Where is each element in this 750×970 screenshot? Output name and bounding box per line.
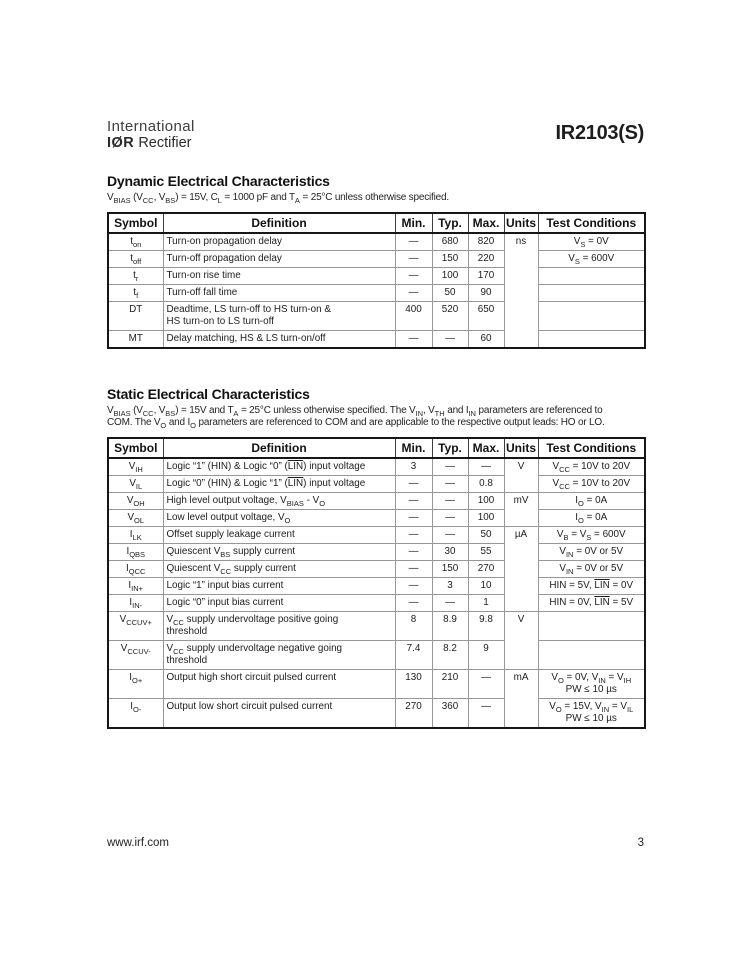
units-cell: V bbox=[504, 611, 538, 669]
min-cell: — bbox=[395, 560, 432, 577]
max-cell: — bbox=[468, 669, 504, 698]
test-conditions-cell: $I_O = 0A$ bbox=[538, 492, 645, 509]
min-cell: 270 bbox=[395, 698, 432, 728]
definition-cell: Delay matching, HS & LS turn-on/off bbox=[163, 330, 395, 348]
table-row bbox=[108, 669, 645, 698]
table-row bbox=[108, 698, 645, 728]
table-row bbox=[108, 267, 645, 284]
table-row bbox=[108, 475, 645, 492]
max-cell: 9.8 bbox=[468, 611, 504, 640]
column-header-units: Units bbox=[504, 438, 538, 458]
min-cell: — bbox=[395, 543, 432, 560]
dynamic-characteristics-table bbox=[107, 212, 646, 349]
definition-cell: Turn-on rise time bbox=[163, 267, 395, 284]
column-header-max: Max. bbox=[468, 213, 504, 233]
dynamic-section-title: Dynamic Electrical Characteristics bbox=[107, 173, 330, 189]
column-header-test-conditions: Test Conditions bbox=[538, 438, 645, 458]
min-cell: 8 bbox=[395, 611, 432, 640]
definition-cell: Logic “0” (HIN) & Logic “1” $(\overline{LIN})$ input voltage bbox=[163, 475, 395, 492]
column-header-test-conditions: Test Conditions bbox=[538, 213, 645, 233]
max-cell: 170 bbox=[468, 267, 504, 284]
symbol-cell: $V_{OL}$ bbox=[108, 509, 163, 526]
test-conditions-cell: $V_{CC} = 10V$ to 20V bbox=[538, 458, 645, 476]
definition-cell: Turn-on propagation delay bbox=[163, 233, 395, 251]
definition-cell: Output low short circuit pulsed current bbox=[163, 698, 395, 728]
definition-cell: Logic “1” input bias current bbox=[163, 577, 395, 594]
max-cell: 270 bbox=[468, 560, 504, 577]
symbol-cell: DT bbox=[108, 301, 163, 330]
dynamic-conditions-note: $V_{BIAS}$ ($V_{CC}$, $V_{BS}) = 15V$, $C_L = 1000$ pF and $T_A = 25^\circ C$ unless otherwise specified. bbox=[107, 192, 449, 205]
column-header-min: Min. bbox=[395, 438, 432, 458]
static-conditions-note: $V_{BIAS}$ ($V_{CC}$, $V_{BS}) = 15V$ and $T_A = 25^\circ C$ unless otherwise specified. The $V_{IN}$, $V_{TH}$ and $I_{IN}$ parameters are referenced to COM. The $V_O$ and $I_O$ parameters are referenced to COM and are applicable to the respective output leads: HO or LO. bbox=[107, 404, 605, 430]
symbol-cell: $t_r$ bbox=[108, 267, 163, 284]
page-content bbox=[107, 118, 644, 729]
test-conditions-cell bbox=[538, 330, 645, 348]
min-cell: 400 bbox=[395, 301, 432, 330]
min-cell: 7.4 bbox=[395, 640, 432, 669]
table-row bbox=[108, 509, 645, 526]
typ-cell: 150 bbox=[432, 250, 468, 267]
min-cell: — bbox=[395, 267, 432, 284]
header-row bbox=[108, 213, 645, 233]
test-conditions-cell: HIN = 5V, $\overline{LIN} = 0V$ bbox=[538, 577, 645, 594]
units-cell: µA bbox=[504, 526, 538, 611]
definition-cell: Offset supply leakage current bbox=[163, 526, 395, 543]
symbol-cell: $I_{IN-}$ bbox=[108, 594, 163, 611]
masthead bbox=[107, 118, 644, 151]
symbol-cell: $I_{O+}$ bbox=[108, 669, 163, 698]
table-row bbox=[108, 233, 645, 251]
definition-cell: Turn-off fall time bbox=[163, 284, 395, 301]
footer-url: www.irf.com bbox=[107, 837, 169, 849]
units-cell: V bbox=[504, 458, 538, 493]
min-cell: — bbox=[395, 284, 432, 301]
definition-cell: Low level output voltage, $V_O$ bbox=[163, 509, 395, 526]
typ-cell: — bbox=[432, 509, 468, 526]
definition-cell: $V_{CC}$ supply undervoltage negative going threshold bbox=[163, 640, 395, 669]
max-cell: 60 bbox=[468, 330, 504, 348]
test-conditions-cell: $V_S = 0V$ bbox=[538, 233, 645, 251]
definition-cell: Quiescent $V_{BS}$ supply current bbox=[163, 543, 395, 560]
symbol-cell: $I_{QCC}$ bbox=[108, 560, 163, 577]
typ-cell: 520 bbox=[432, 301, 468, 330]
max-cell: 820 bbox=[468, 233, 504, 251]
definition-cell: $V_{CC}$ supply undervoltage positive going threshold bbox=[163, 611, 395, 640]
definition-cell: Turn-off propagation delay bbox=[163, 250, 395, 267]
units-cell: mV bbox=[504, 492, 538, 526]
typ-cell: 3 bbox=[432, 577, 468, 594]
min-cell: — bbox=[395, 492, 432, 509]
min-cell: — bbox=[395, 594, 432, 611]
table-row bbox=[108, 492, 645, 509]
static-section-title: Static Electrical Characteristics bbox=[107, 385, 310, 402]
test-conditions-cell bbox=[538, 640, 645, 669]
typ-cell: — bbox=[432, 526, 468, 543]
typ-cell: 210 bbox=[432, 669, 468, 698]
table-row bbox=[108, 611, 645, 640]
logo-text-international: International bbox=[107, 118, 195, 135]
max-cell: 100 bbox=[468, 509, 504, 526]
min-cell: 3 bbox=[395, 458, 432, 476]
test-conditions-cell: HIN = 0V, $\overline{LIN} = 5V$ bbox=[538, 594, 645, 611]
units-cell: ns bbox=[504, 233, 538, 348]
table-row bbox=[108, 301, 645, 330]
column-header-units: Units bbox=[504, 213, 538, 233]
test-conditions-cell: $V_{IN} = 0V$ or 5V bbox=[538, 560, 645, 577]
test-conditions-cell: $V_O = 15V$, $V_{IN} = V_{IL}$ PW ≤ 10 µs bbox=[538, 698, 645, 728]
part-number: IR2103(S) bbox=[555, 122, 644, 144]
column-header-symbol: Symbol bbox=[108, 213, 163, 233]
test-conditions-cell: $V_{IN} = 0V$ or 5V bbox=[538, 543, 645, 560]
symbol-cell: $t_{on}$ bbox=[108, 233, 163, 251]
definition-cell: Logic “1” (HIN) & Logic “0” $(\overline{LIN})$ input voltage bbox=[163, 458, 395, 476]
table-row bbox=[108, 250, 645, 267]
table-row bbox=[108, 284, 645, 301]
definition-cell: Output high short circuit pulsed current bbox=[163, 669, 395, 698]
symbol-cell: $V_{IL}$ bbox=[108, 475, 163, 492]
page-number: 3 bbox=[637, 837, 644, 849]
test-conditions-cell bbox=[538, 284, 645, 301]
max-cell: 90 bbox=[468, 284, 504, 301]
typ-cell: 8.9 bbox=[432, 611, 468, 640]
typ-cell: 50 bbox=[432, 284, 468, 301]
symbol-cell: $I_{IN+}$ bbox=[108, 577, 163, 594]
symbol-cell: MT bbox=[108, 330, 163, 348]
test-conditions-cell: $V_{CC} = 10V$ to 20V bbox=[538, 475, 645, 492]
typ-cell: 8.2 bbox=[432, 640, 468, 669]
test-conditions-cell: $I_O = 0A$ bbox=[538, 509, 645, 526]
test-conditions-cell bbox=[538, 611, 645, 640]
table-row bbox=[108, 330, 645, 348]
typ-cell: 100 bbox=[432, 267, 468, 284]
typ-cell: — bbox=[432, 458, 468, 476]
test-conditions-cell bbox=[538, 301, 645, 330]
logo-suffix: Rectifier bbox=[138, 135, 192, 151]
table-row bbox=[108, 640, 645, 669]
typ-cell: — bbox=[432, 594, 468, 611]
max-cell: 10 bbox=[468, 577, 504, 594]
symbol-cell: $V_{OH}$ bbox=[108, 492, 163, 509]
max-cell: 9 bbox=[468, 640, 504, 669]
min-cell: — bbox=[395, 526, 432, 543]
symbol-cell: $V_{CCUV+}$ bbox=[108, 611, 163, 640]
typ-cell: — bbox=[432, 475, 468, 492]
typ-cell: 680 bbox=[432, 233, 468, 251]
column-header-max: Max. bbox=[468, 438, 504, 458]
test-conditions-cell bbox=[538, 267, 645, 284]
symbol-cell: $I_{QBS}$ bbox=[108, 543, 163, 560]
symbol-cell: $t_{off}$ bbox=[108, 250, 163, 267]
max-cell: 50 bbox=[468, 526, 504, 543]
typ-cell: 150 bbox=[432, 560, 468, 577]
table-row bbox=[108, 594, 645, 611]
definition-cell: Deadtime, LS turn-off to HS turn-on & HS turn-on to LS turn-off bbox=[163, 301, 395, 330]
table-row bbox=[108, 526, 645, 543]
logo-text-rectifier bbox=[107, 135, 195, 151]
typ-cell: — bbox=[432, 330, 468, 348]
min-cell: — bbox=[395, 577, 432, 594]
table-row bbox=[108, 577, 645, 594]
max-cell: — bbox=[468, 698, 504, 728]
min-cell: — bbox=[395, 233, 432, 251]
column-header-min: Min. bbox=[395, 213, 432, 233]
international-rectifier-logo bbox=[107, 118, 195, 151]
table-row bbox=[108, 543, 645, 560]
max-cell: 650 bbox=[468, 301, 504, 330]
static-characteristics-table bbox=[107, 437, 646, 729]
column-header-definition: Definition bbox=[163, 438, 395, 458]
typ-cell: 360 bbox=[432, 698, 468, 728]
units-cell: mA bbox=[504, 669, 538, 728]
table-row bbox=[108, 458, 645, 476]
ior-logo-icon: IØR bbox=[107, 135, 135, 151]
symbol-cell: $V_{IH}$ bbox=[108, 458, 163, 476]
max-cell: 55 bbox=[468, 543, 504, 560]
column-header-typ: Typ. bbox=[432, 213, 468, 233]
typ-cell: 30 bbox=[432, 543, 468, 560]
header-row bbox=[108, 438, 645, 458]
min-cell: — bbox=[395, 250, 432, 267]
symbol-cell: $V_{CCUV-}$ bbox=[108, 640, 163, 669]
definition-cell: Quiescent $V_{CC}$ supply current bbox=[163, 560, 395, 577]
max-cell: 220 bbox=[468, 250, 504, 267]
page-footer bbox=[107, 837, 644, 849]
column-header-symbol: Symbol bbox=[108, 438, 163, 458]
min-cell: — bbox=[395, 509, 432, 526]
column-header-typ: Typ. bbox=[432, 438, 468, 458]
test-conditions-cell: $V_S = 600V$ bbox=[538, 250, 645, 267]
min-cell: 130 bbox=[395, 669, 432, 698]
max-cell: 100 bbox=[468, 492, 504, 509]
max-cell: — bbox=[468, 458, 504, 476]
test-conditions-cell: $V_O = 0V$, $V_{IN} = V_{IH}$ PW ≤ 10 µs bbox=[538, 669, 645, 698]
max-cell: 0.8 bbox=[468, 475, 504, 492]
column-header-definition: Definition bbox=[163, 213, 395, 233]
test-conditions-cell: $V_B = V_S = 600V$ bbox=[538, 526, 645, 543]
definition-cell: High level output voltage, $V_{BIAS} - V_O$ bbox=[163, 492, 395, 509]
min-cell: — bbox=[395, 330, 432, 348]
max-cell: 1 bbox=[468, 594, 504, 611]
symbol-cell: $I_{O-}$ bbox=[108, 698, 163, 728]
definition-cell: Logic “0” input bias current bbox=[163, 594, 395, 611]
typ-cell: — bbox=[432, 492, 468, 509]
min-cell: — bbox=[395, 475, 432, 492]
symbol-cell: $I_{LK}$ bbox=[108, 526, 163, 543]
symbol-cell: $t_f$ bbox=[108, 284, 163, 301]
table-row bbox=[108, 560, 645, 577]
